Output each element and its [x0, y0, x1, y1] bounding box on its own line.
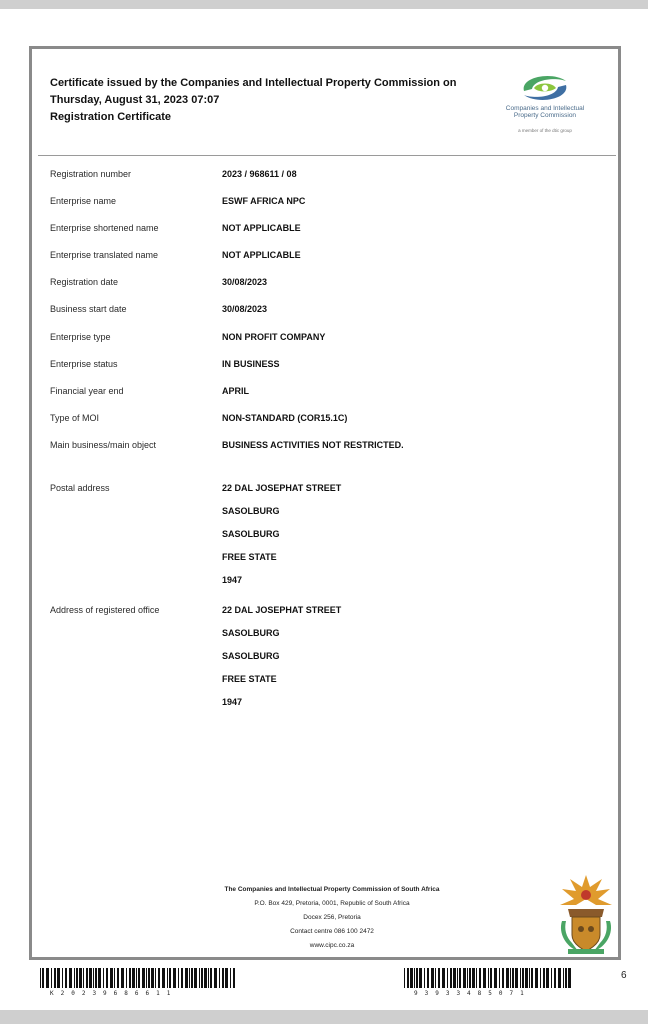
barcode-bar	[98, 968, 101, 988]
field-value: NON-STANDARD (COR15.1C)	[222, 413, 348, 423]
address-line: SASOLBURG	[222, 651, 280, 661]
barcode-bar	[453, 968, 456, 988]
barcode-bar	[520, 968, 521, 988]
field-enterprise-status	[50, 359, 610, 373]
barcode-bar	[546, 968, 549, 988]
barcode-bar	[167, 968, 168, 988]
field-label: Enterprise name	[50, 196, 117, 206]
field-label: Main business/main object	[50, 440, 157, 450]
barcode-bar	[435, 968, 436, 988]
barcode-bar	[173, 968, 176, 988]
footer-website: www.cipc.co.za	[309, 942, 355, 949]
field-main-business	[50, 440, 610, 454]
barcode-bar	[74, 968, 75, 988]
barcode-bar	[568, 968, 571, 988]
address-line: SASOLBURG	[222, 628, 280, 638]
barcode-bar	[457, 968, 458, 988]
address-line: FREE STATE	[222, 674, 277, 684]
barcode-bar	[515, 968, 518, 988]
barcode-bar	[40, 968, 41, 988]
barcode-bar	[121, 968, 124, 988]
address-line: FREE STATE	[222, 552, 277, 562]
postal-address-lines	[222, 483, 341, 598]
barcode-bar	[531, 968, 533, 988]
field-value: NON PROFIT COMPANY	[222, 332, 326, 342]
barcode-bar	[502, 968, 504, 988]
field-value: NOT APPLICABLE	[222, 223, 301, 233]
certificate-frame	[29, 46, 621, 960]
logo-tagline: a member of the dtic group	[518, 128, 572, 133]
field-registration-number	[50, 169, 610, 183]
barcode-bar	[76, 968, 78, 988]
logo-name	[490, 105, 600, 119]
barcode-bar	[148, 968, 150, 988]
barcode-bar	[158, 968, 160, 988]
certificate-header	[50, 75, 470, 126]
barcode-bar	[479, 968, 481, 988]
barcode-bar	[472, 968, 475, 988]
field-enterprise-type	[50, 332, 610, 346]
barcode-bar	[512, 968, 514, 988]
field-enterprise-translated-name	[50, 250, 610, 264]
field-type-of-moi	[50, 413, 610, 427]
barcode-bar	[138, 968, 140, 988]
field-value: APRIL	[222, 386, 249, 396]
barcode-bar	[543, 968, 545, 988]
bottom-band	[0, 1010, 648, 1024]
barcode-bar	[463, 968, 466, 988]
barcode-bar	[525, 968, 528, 988]
registered-office-label: Address of registered office	[50, 605, 160, 615]
footer-org: The Companies and Intellectual Property Commission of South Africa	[224, 886, 440, 893]
barcode-bar	[447, 968, 448, 988]
field-value: 2023 / 968611 / 08	[222, 169, 297, 179]
barcode-bar	[558, 968, 561, 988]
barcode-bar	[476, 968, 477, 988]
barcode-bar	[529, 968, 530, 988]
barcode-bar	[86, 968, 88, 988]
barcode-bar	[51, 968, 52, 988]
barcode-bar	[416, 968, 418, 988]
barcode-bar	[427, 968, 429, 988]
field-business-start-date	[50, 304, 610, 318]
field-label: Business start date	[50, 304, 127, 314]
footer-po-box: P.O. Box 429, Pretoria, 0001, Republic of South Africa	[254, 900, 410, 907]
barcode-bar	[155, 968, 156, 988]
barcode-bar	[442, 968, 445, 988]
barcode-bar	[169, 968, 171, 988]
field-label: Enterprise shortened name	[50, 223, 159, 233]
barcode-bar	[214, 968, 217, 988]
barcode-bar	[563, 968, 564, 988]
address-line: 22 DAL JOSEPHAT STREET	[222, 605, 342, 615]
left-barcode-icon	[40, 968, 236, 990]
field-label: Type of MOI	[50, 413, 100, 423]
barcode-bar	[506, 968, 509, 988]
barcode-bar	[151, 968, 154, 988]
right-barcode-digits: 93933485071	[414, 990, 531, 997]
barcode-bar	[83, 968, 84, 988]
barcode-bar	[535, 968, 538, 988]
barcode-bar	[189, 968, 190, 988]
left-barcode-digits: K20239686611	[50, 990, 178, 997]
field-enterprise-name	[50, 196, 610, 210]
barcode-bar	[199, 968, 200, 988]
field-value: NOT APPLICABLE	[222, 250, 301, 260]
field-value: ESWF AFRICA NPC	[222, 196, 306, 206]
top-band	[0, 0, 648, 9]
barcode-bar	[57, 968, 60, 988]
address-line: 1947	[222, 575, 243, 585]
field-value: 30/08/2023	[222, 277, 268, 287]
barcode-bar	[490, 968, 492, 988]
barcode-bar	[117, 968, 119, 988]
field-label: Enterprise translated name	[50, 250, 159, 260]
cipc-logo-icon	[490, 71, 600, 105]
barcode-bar	[554, 968, 556, 988]
footer-contact-centre: Contact centre 086 100 2472	[290, 928, 374, 935]
logo-name-line1: Companies and Intellectual	[505, 105, 585, 112]
barcode-bar	[219, 968, 220, 988]
barcode-bar	[178, 968, 179, 988]
barcode-bar	[210, 968, 212, 988]
address-line: SASOLBURG	[222, 529, 280, 539]
header-line-title: Registration Certificate	[50, 111, 172, 123]
barcode-bar	[185, 968, 188, 988]
barcode-bar	[62, 968, 63, 988]
barcode-bar	[136, 968, 137, 988]
barcode-bar	[191, 968, 193, 988]
barcode-bar	[459, 968, 461, 988]
barcode-bar	[129, 968, 131, 988]
address-line: SASOLBURG	[222, 506, 280, 516]
barcode-bar	[551, 968, 552, 988]
barcode-bar	[540, 968, 541, 988]
right-barcode-icon	[404, 968, 574, 990]
barcode-bar	[194, 968, 197, 988]
header-line-issued: Certificate issued by the Companies and Intellectual Property Commission on	[50, 77, 457, 89]
header-divider	[38, 155, 616, 156]
barcode-bar	[414, 968, 415, 988]
barcode-bar	[106, 968, 108, 988]
barcode-bar	[510, 968, 511, 988]
logo-name-line2: Property Commission	[513, 112, 577, 119]
barcode-bar	[233, 968, 235, 988]
barcode-bar	[222, 968, 224, 988]
field-registration-date	[50, 277, 610, 291]
coat-of-arms-icon	[554, 871, 618, 955]
barcode-bar	[431, 968, 434, 988]
barcode-bar	[89, 968, 92, 988]
barcode-bar	[410, 968, 413, 988]
header-line-date: Thursday, August 31, 2023 07:07	[50, 94, 220, 106]
registered-office-lines	[222, 605, 341, 720]
barcode-bar	[46, 968, 49, 988]
barcode-bar	[93, 968, 94, 988]
cipc-logo	[490, 71, 600, 139]
barcode-bar	[54, 968, 56, 988]
barcode-bar	[181, 968, 183, 988]
field-financial-year-end	[50, 386, 610, 400]
barcode-bar	[499, 968, 500, 988]
barcode-bar	[522, 968, 524, 988]
address-line: 1947	[222, 697, 243, 707]
field-label: Financial year end	[50, 386, 124, 396]
barcode-bar	[146, 968, 147, 988]
field-label: Enterprise status	[50, 359, 118, 369]
barcode-bar	[126, 968, 127, 988]
barcode-bar	[419, 968, 422, 988]
barcode-bar	[79, 968, 82, 988]
field-enterprise-shortened-name	[50, 223, 610, 237]
barcode-bar	[438, 968, 440, 988]
barcode-bar	[407, 968, 409, 988]
page-number: 6	[621, 970, 627, 981]
barcode-bar	[162, 968, 165, 988]
barcode-bar	[450, 968, 452, 988]
barcode-bar	[132, 968, 135, 988]
field-value: BUSINESS ACTIVITIES NOT RESTRICTED.	[222, 440, 404, 450]
barcode-bar	[103, 968, 104, 988]
barcode-bar	[424, 968, 425, 988]
barcode-bar	[201, 968, 203, 988]
barcode-bar	[565, 968, 567, 988]
barcode-bar	[483, 968, 486, 988]
field-value: 30/08/2023	[222, 304, 268, 314]
field-label: Registration number	[50, 169, 132, 179]
barcode-bar	[467, 968, 468, 988]
barcode-bar	[95, 968, 97, 988]
barcode-bar	[65, 968, 67, 988]
barcode-bar	[404, 968, 405, 988]
barcode-bar	[469, 968, 471, 988]
field-label: Enterprise type	[50, 332, 111, 342]
barcode-bar	[225, 968, 228, 988]
barcode-bar	[230, 968, 231, 988]
barcode-bar	[142, 968, 145, 988]
footer-docex: Docex 256, Pretoria	[303, 914, 361, 921]
barcode-bar	[42, 968, 44, 988]
barcode-bar	[488, 968, 489, 988]
barcode-bar	[208, 968, 209, 988]
barcode-bar	[69, 968, 72, 988]
field-value: IN BUSINESS	[222, 359, 280, 369]
barcode-bar	[494, 968, 497, 988]
barcode-bar	[110, 968, 113, 988]
address-line: 22 DAL JOSEPHAT STREET	[222, 483, 342, 493]
field-label: Registration date	[50, 277, 119, 287]
barcode-bar	[204, 968, 207, 988]
postal-address-label: Postal address	[50, 483, 110, 493]
footer-contact	[172, 883, 492, 953]
barcode-bar	[114, 968, 115, 988]
